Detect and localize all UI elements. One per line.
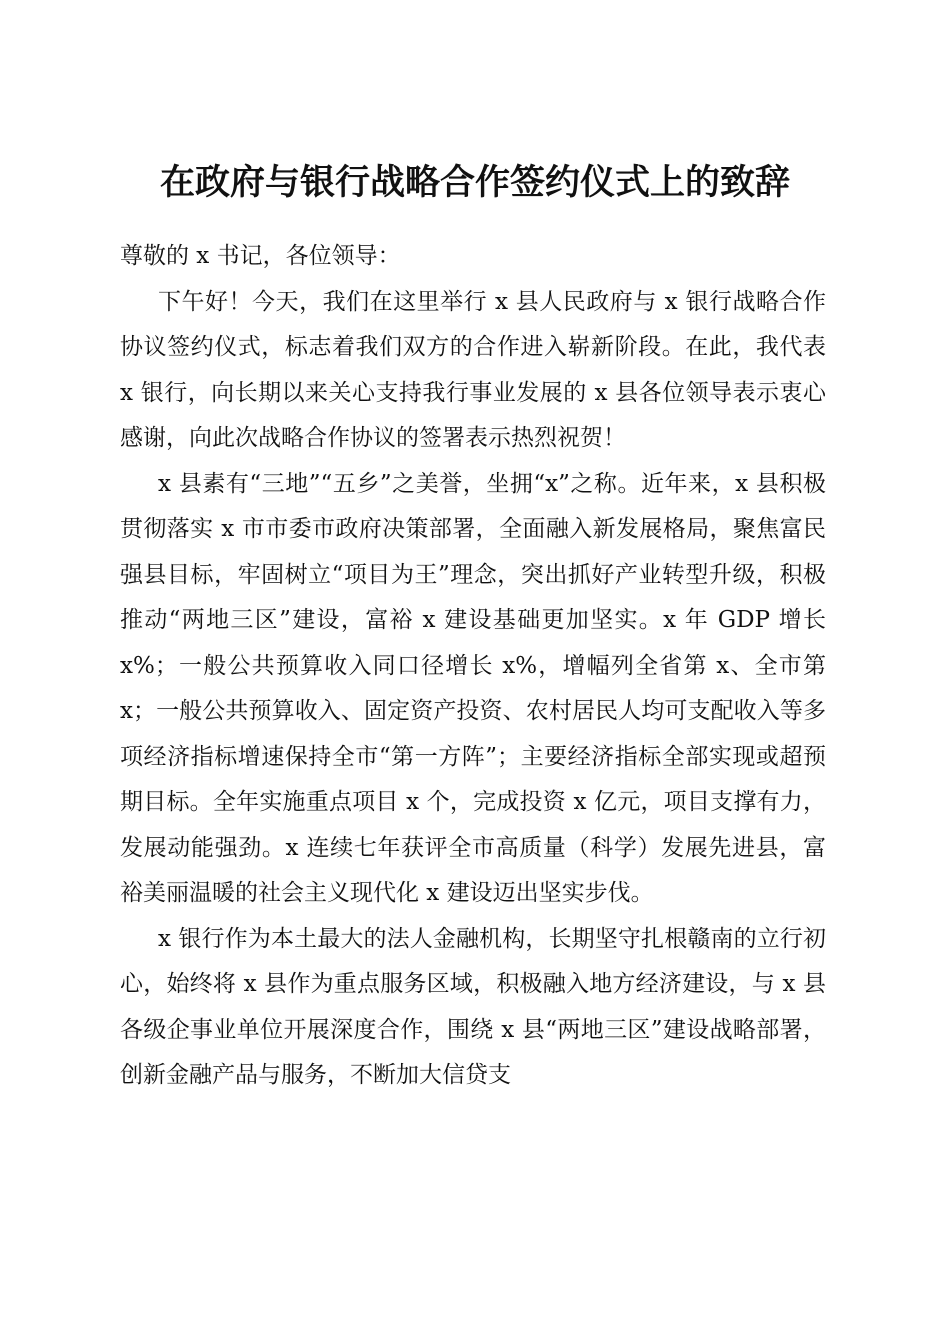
paragraph-county-overview: x 县素有“三地”“五乡”之美誉，坐拥“x”之称。近年来，x 县积极贯彻落实 x 市市委市政府决策部署，全面融入新发展格局，聚焦富民强县目标，牢固树立“项目为王”理念，突出抓好产业转型升级，积极推动“两地三区”建设，富裕 x 建设基础更加坚实。x 年 GDP 增长 x%；一般公共预算收入同口径增长 x%，增幅列全省第 x、全市第 x；一般公共预算收入、固定资产投资、农村居民人均可支配收入等多项经济指标增速保持全市“第一方阵”；主要经济指标全部实现或超预期目标。全年实施重点项目 x 个，完成投资 x 亿元，项目支撑有力，发展动能强劲。x 连续七年获评全市高质量（科学）发展先进县，富裕美丽温暖的社会主义现代化 x 建设迈出坚实步伐。 [120, 470, 826, 906]
paragraph-greeting: 下午好！今天，我们在这里举行 x 县人民政府与 x 银行战略合作协议签约仪式，标志着我们双方的合作进入崭新阶段。在此，我代表 x 银行，向长期以来关心支持我行事业发展的 x 县各位领导表示衷心感谢，向此次战略合作协议的签署表示热烈祝贺！ [120, 288, 826, 451]
page-title: 在政府与银行战略合作签约仪式上的致辞 [159, 162, 790, 204]
salutation: 尊敬的 x 书记，各位领导： [120, 243, 401, 269]
paragraph-bank-overview: x 银行作为本土最大的法人金融机构，长期坚守扎根赣南的立行初心，始终将 x 县作为重点服务区域，积极融入地方经济建设，与 x 县各级企事业单位开展深度合作，围绕 x 县“两地三区”建设战略部署，创新金融产品与服务，不断加大信贷支 [120, 925, 826, 1088]
document-body [120, 234, 826, 1099]
